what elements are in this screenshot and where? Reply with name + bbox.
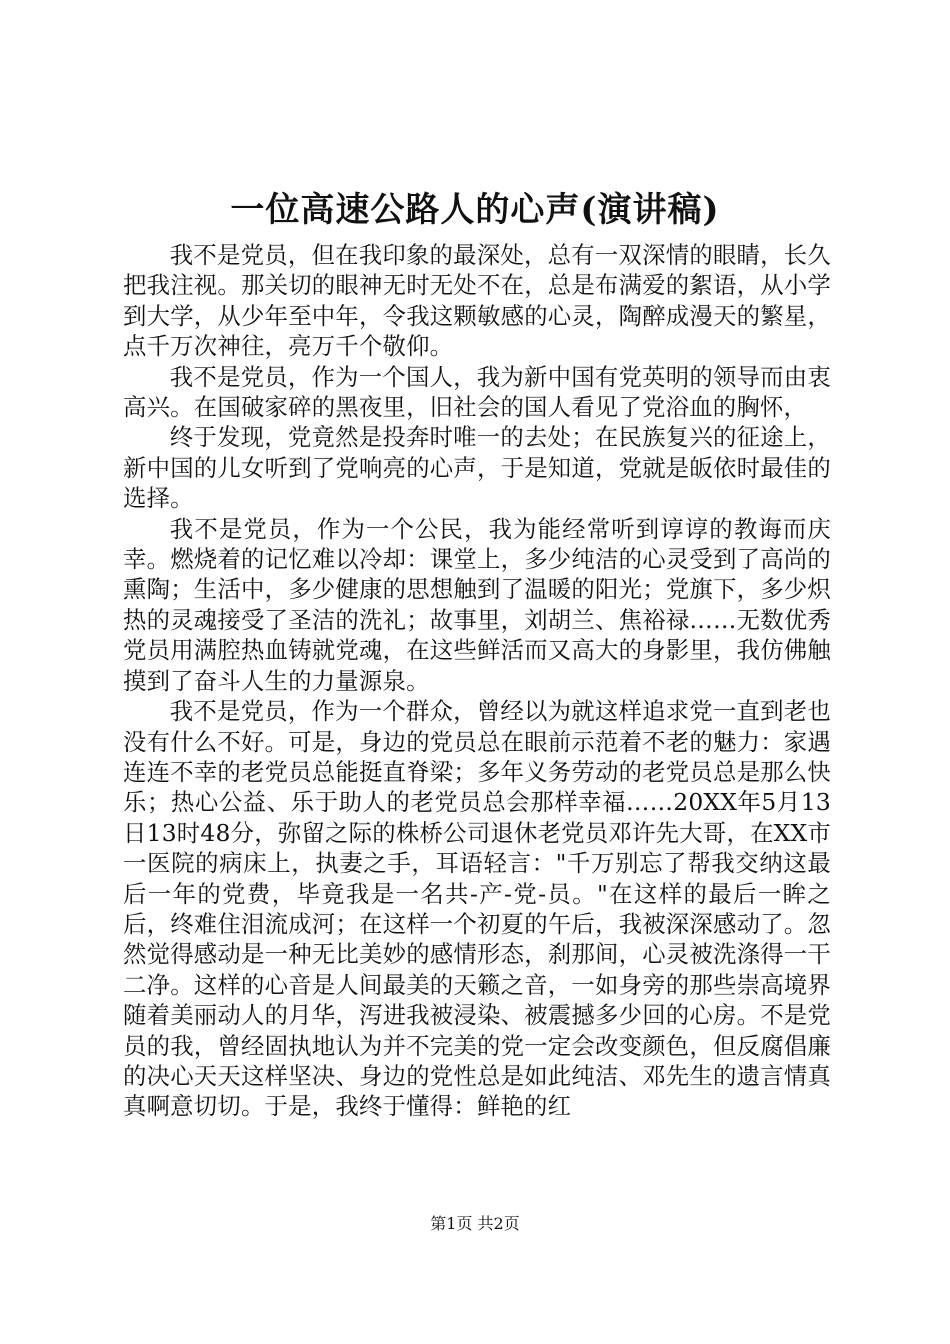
document-body: [123, 240, 831, 1122]
page-footer: 第1页 共2页: [430, 1214, 520, 1233]
paragraph-3: 终于发现，党竟然是投奔时唯一的去处；在民族复兴的征途上，新中国的儿女听到了党响亮的心声，于是知道，党就是皈依时最佳的选择。: [123, 423, 831, 513]
paragraph-2: 我不是党员，作为一个国人，我为新中国有党英明的领导而由衷高兴。在国破家碎的黑夜里，旧社会的国人看见了党浴血的胸怀，: [123, 362, 831, 422]
document-title: 一位高速公路人的心声(演讲稿): [230, 190, 720, 230]
paragraph-1: 我不是党员，但在我印象的最深处，总有一双深情的眼睛，长久把我注视。那关切的眼神无时无处不在，总是布满爱的絮语，从小学到大学，从少年至中年，令我这颗敏感的心灵，陶醉成漫天的繁星，点千万次神往，亮万千个敬仰。: [123, 241, 831, 361]
paragraph-5: 我不是党员，作为一个群众，曾经以为就这样追求党一直到老也没有什么不好。可是，身边的党员总在眼前示范着不老的魅力：家遇连连不幸的老党员总能挺直脊梁；多年义务劳动的老党员总是那么快乐；热心公益、乐于助人的老党员总会那样幸福……20XX年5月13日13时48分，弥留之际的株桥公司退休老党员邓许先大哥，在XX市一医院的病床上，执妻之手，耳语轻言："千万别忘了帮我交纳这最后一年的党费，毕竟我是一名共-产-党-员。"在这样的最后一眸之后，终难住泪流成河；在这样一个初夏的午后，我被深深感动了。忽然觉得感动是一种无比美妙的感情形态，刹那间，心灵被洗涤得一干二净。这样的心音是人间最美的天籁之音，一如身旁的那些崇高境界随着美丽动人的月华，泻进我被浸染、被震撼多少回的心房。不是党员的我，曾经固执地认为并不完美的党一定会改变颜色，但反腐倡廉的决心天天这样坚决、身边的党性总是如此纯洁、邓先生的遗言情真真啊意切切。于是，我终于懂得：鲜艳的红: [123, 697, 831, 1121]
paragraph-4: 我不是党员，作为一个公民，我为能经常听到谆谆的教诲而庆幸。燃烧着的记忆难以冷却：课堂上，多少纯洁的心灵受到了高尚的熏陶；生活中，多少健康的思想触到了温暖的阳光；党旗下，多少炽热的灵魂接受了圣洁的洗礼；故事里，刘胡兰、焦裕禄……无数优秀党员用满腔热血铸就党魂，在这些鲜活而又高大的身影里，我仿佛触摸到了奋斗人生的力量源泉。: [123, 514, 831, 695]
